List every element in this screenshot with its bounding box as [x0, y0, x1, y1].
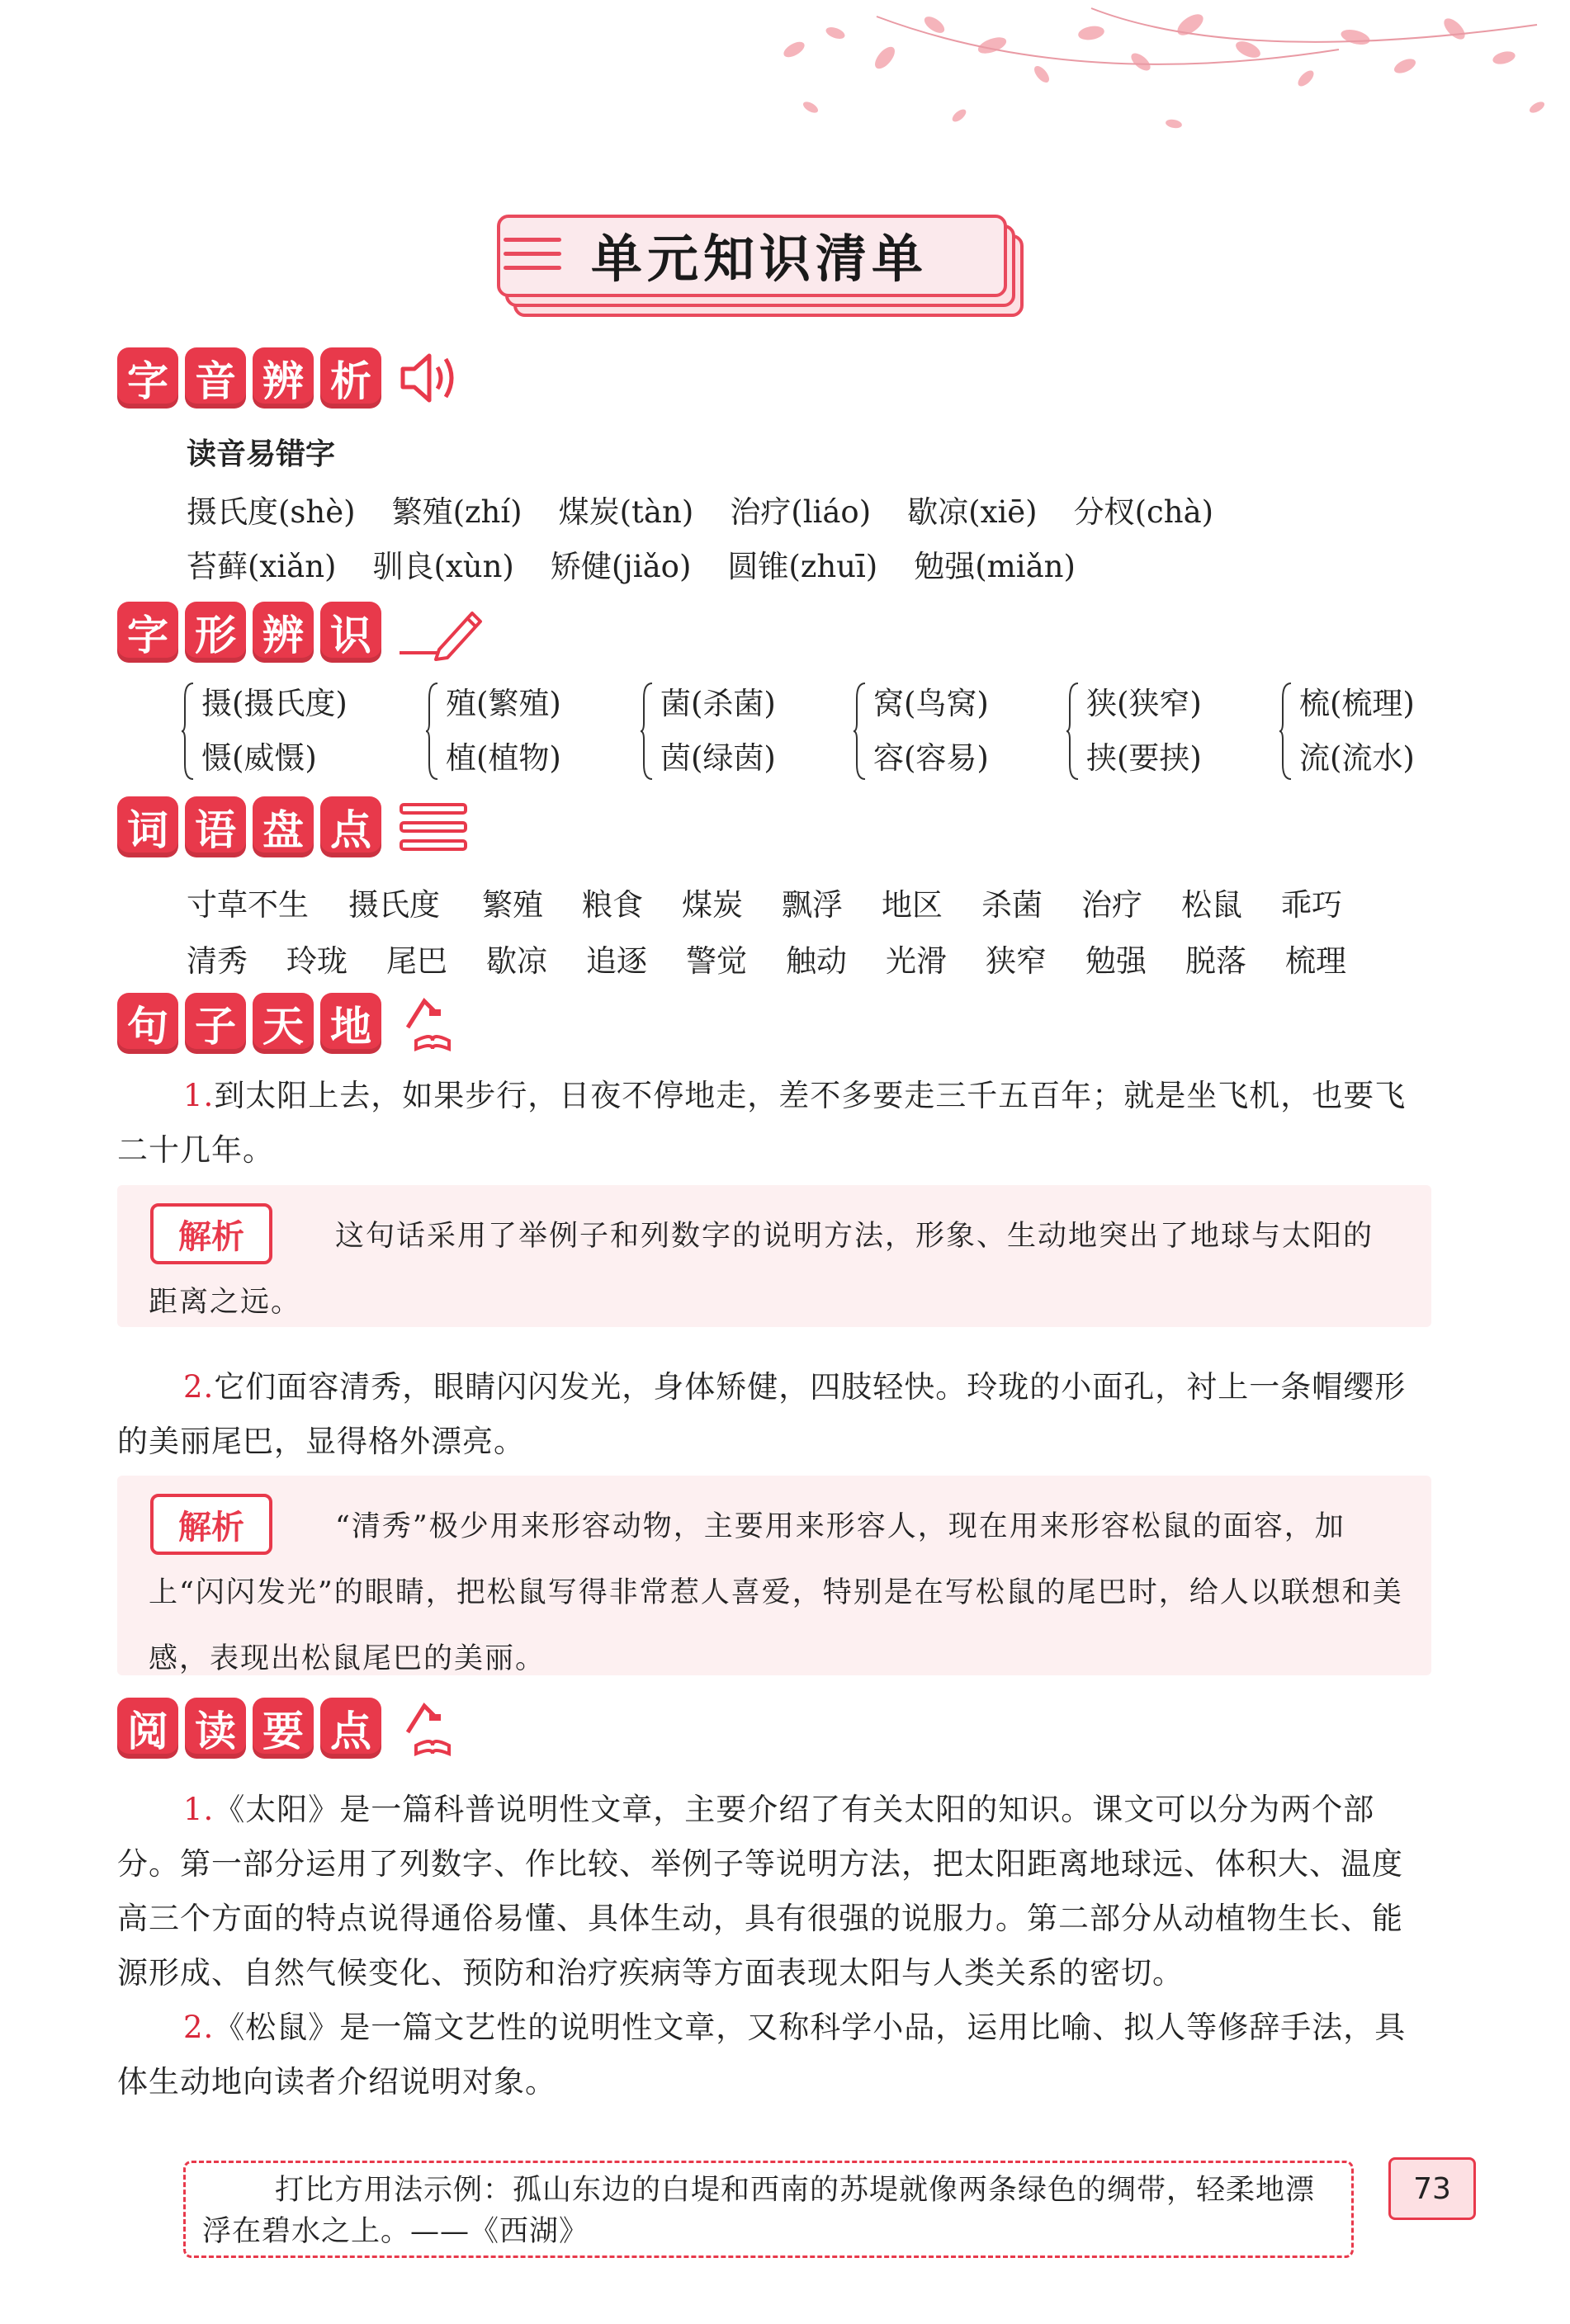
petal-decoration — [745, 0, 1570, 165]
header-char: 析 — [320, 347, 381, 409]
pronunciation-item: 驯良(xùn) — [372, 549, 514, 584]
analysis-tag: 解析 — [150, 1203, 272, 1264]
pronunciation-item: 分杈(chà) — [1073, 494, 1214, 530]
vocabulary-word: 梳理 — [1285, 943, 1346, 979]
vocabulary-word: 粮食 — [582, 887, 643, 923]
glyph-item: 茵(绿茵) — [660, 740, 776, 776]
vocabulary-word: 繁殖 — [482, 887, 543, 923]
glyph-item: 梳(梳理) — [1299, 686, 1415, 721]
reading-point-1 — [117, 1783, 1431, 2000]
sentence-1 — [117, 1069, 1431, 1178]
analysis-box-2 — [117, 1476, 1431, 1675]
pronunciation-row-1 — [187, 487, 1250, 531]
tip-text: 打比方用法示例：孤山东边的白堤和西南的苏堤就像两条绿色的绸带，轻柔地漂浮在碧水之上。——《西湖》 — [202, 2174, 1316, 2248]
header-char: 辨 — [253, 602, 314, 663]
page-number: 73 — [1388, 2157, 1476, 2220]
pronunciation-item: 苔藓(xiǎn) — [187, 549, 337, 584]
vocabulary-word: 松鼠 — [1181, 887, 1242, 923]
list-icon — [396, 798, 471, 856]
analysis-text: “清秀”极少用来形容动物，主要用来形容人，现在用来形容松鼠的面容，加上“闪闪发光”的眼睛，把松鼠写得非常惹人喜爱，特别是在写松鼠的尾巴时，给人以联想和美感，表现出松鼠尾巴的美丽。 — [149, 1510, 1403, 1675]
section-header-sentences — [117, 990, 471, 1056]
header-char: 子 — [185, 993, 246, 1054]
vocabulary-word: 脱落 — [1185, 943, 1246, 979]
header-char: 地 — [320, 993, 381, 1054]
sentence-text: 它们面容清秀，眼睛闪闪发光，身体矫健，四肢轻快。玲珑的小面孔，衬上一条帽缨形的美丽尾巴，显得格外漂亮。 — [117, 1369, 1407, 1459]
header-char: 阅 — [117, 1698, 178, 1759]
subheading-pronunciation: 读音易错字 — [187, 437, 336, 471]
pronunciation-row-2 — [187, 541, 1112, 586]
header-char: 要 — [253, 1698, 314, 1759]
glyph-item: 菌(杀菌) — [660, 686, 776, 721]
vocabulary-word: 寸草不生 — [187, 887, 309, 923]
vocabulary-word: 歇凉 — [486, 943, 547, 979]
pronunciation-item: 矫健(jiǎo) — [550, 549, 692, 584]
header-char: 识 — [320, 602, 381, 663]
vocabulary-word: 勉强 — [1085, 943, 1147, 979]
pronunciation-item: 歇凉(xiē) — [907, 494, 1038, 530]
glyph-item: 慑(威慑) — [201, 740, 317, 776]
vocabulary-word: 追逐 — [586, 943, 647, 979]
pronunciation-item: 治疗(liáo) — [730, 494, 872, 530]
glyph-pair — [446, 677, 561, 786]
pencil-icon — [396, 603, 487, 661]
vocabulary-word: 触动 — [786, 943, 847, 979]
glyph-item: 植(植物) — [446, 740, 561, 776]
sentence-2 — [117, 1360, 1431, 1469]
header-char: 天 — [253, 993, 314, 1054]
brace-icon — [1279, 682, 1293, 781]
vocabulary-word: 狭窄 — [986, 943, 1047, 979]
section-header-vocabulary — [117, 794, 471, 860]
header-char: 字 — [117, 347, 178, 409]
vocabulary-word: 清秀 — [187, 943, 248, 979]
reading-number: 1. — [183, 1792, 215, 1827]
section-header-glyph-shapes — [117, 599, 487, 665]
pronunciation-item: 繁殖(zhí) — [391, 494, 523, 530]
header-char: 点 — [320, 1698, 381, 1759]
sentence-text: 到太阳上去，如果步行，日夜不停地走，差不多要走三千五百年；就是坐飞机，也要飞二十几年。 — [117, 1078, 1407, 1168]
speaker-icon — [396, 349, 462, 407]
header-char: 点 — [320, 796, 381, 857]
vocabulary-row-2 — [187, 936, 1385, 980]
glyph-item: 殖(繁殖) — [446, 686, 561, 721]
book-lamp-icon — [396, 1699, 471, 1757]
pronunciation-item: 摄氏度(shè) — [187, 494, 356, 530]
reading-number: 2. — [183, 2010, 215, 2045]
header-char: 读 — [185, 1698, 246, 1759]
glyph-pair — [1299, 677, 1415, 786]
vocabulary-word: 治疗 — [1081, 887, 1142, 923]
vocabulary-word: 光滑 — [886, 943, 947, 979]
header-char: 辨 — [253, 347, 314, 409]
vocabulary-word: 乖巧 — [1281, 887, 1342, 923]
header-char: 词 — [117, 796, 178, 857]
glyph-pair — [873, 677, 989, 786]
section-header-pronunciation — [117, 345, 462, 411]
vocabulary-word: 摄氏度 — [348, 887, 440, 923]
sentence-number: 1. — [183, 1078, 215, 1113]
brace-icon — [641, 682, 654, 781]
reading-text: 《松鼠》是一篇文艺性的说明性文章，又称科学小品，运用比喻、拟人等修辞手法，具体生动地向读者介绍说明对象。 — [117, 2010, 1407, 2100]
brace-icon — [182, 682, 195, 781]
glyph-item: 挟(要挟) — [1086, 740, 1202, 776]
header-char: 形 — [185, 602, 246, 663]
brace-icon — [426, 682, 439, 781]
section-header-reading — [117, 1695, 471, 1761]
sentence-number: 2. — [183, 1369, 215, 1405]
vocabulary-row-1 — [187, 880, 1381, 924]
vocabulary-word: 煤炭 — [682, 887, 743, 923]
glyph-pair — [201, 677, 348, 786]
analysis-box-1 — [117, 1185, 1431, 1327]
vocabulary-word: 地区 — [882, 887, 943, 923]
glyph-pair — [1086, 677, 1202, 786]
glyph-item: 狭(狭窄) — [1086, 686, 1202, 721]
tip-box — [183, 2161, 1354, 2258]
reading-point-2 — [117, 2000, 1431, 2109]
pronunciation-item: 勉强(miǎn) — [914, 549, 1076, 584]
header-char: 句 — [117, 993, 178, 1054]
brace-icon — [854, 682, 867, 781]
header-char: 字 — [117, 602, 178, 663]
glyph-pair — [660, 677, 776, 786]
glyph-item: 摄(摄氏度) — [201, 686, 348, 721]
analysis-text: 这句话采用了举例子和列数字的说明方法，形象、生动地突出了地球与太阳的距离之远。 — [149, 1220, 1374, 1319]
pronunciation-item: 圆锥(zhuī) — [727, 549, 878, 584]
book-lamp-icon — [396, 994, 471, 1052]
pronunciation-item: 煤炭(tàn) — [558, 494, 694, 530]
glyph-item: 容(容易) — [873, 740, 989, 776]
vocabulary-word: 警觉 — [686, 943, 747, 979]
unit-title-banner — [495, 213, 1024, 320]
brace-icon — [1066, 682, 1080, 781]
analysis-tag: 解析 — [150, 1494, 272, 1555]
vocabulary-word: 杀菌 — [981, 887, 1043, 923]
page-title: 单元知识清单 — [590, 228, 928, 289]
glyph-item: 流(流水) — [1299, 740, 1415, 776]
vocabulary-word: 玲珑 — [286, 943, 348, 979]
header-char: 盘 — [253, 796, 314, 857]
vocabulary-word: 飘浮 — [782, 887, 843, 923]
vocabulary-word: 尾巴 — [386, 943, 447, 979]
header-char: 语 — [185, 796, 246, 857]
reading-text: 《太阳》是一篇科普说明性文章，主要介绍了有关太阳的知识。课文可以分为两个部分。第一部分运用了列数字、作比较、举例子等说明方法，把太阳距离地球远、体积大、温度高三个方面的特点说得通俗易懂、具体生动，具有很强的说服力。第二部分从动植物生长、能源形成、自然气候变化、预防和治疗疾病等方面表现太阳与人类关系的密切。 — [117, 1792, 1403, 1991]
header-char: 音 — [185, 347, 246, 409]
glyph-item: 窝(鸟窝) — [873, 686, 989, 721]
